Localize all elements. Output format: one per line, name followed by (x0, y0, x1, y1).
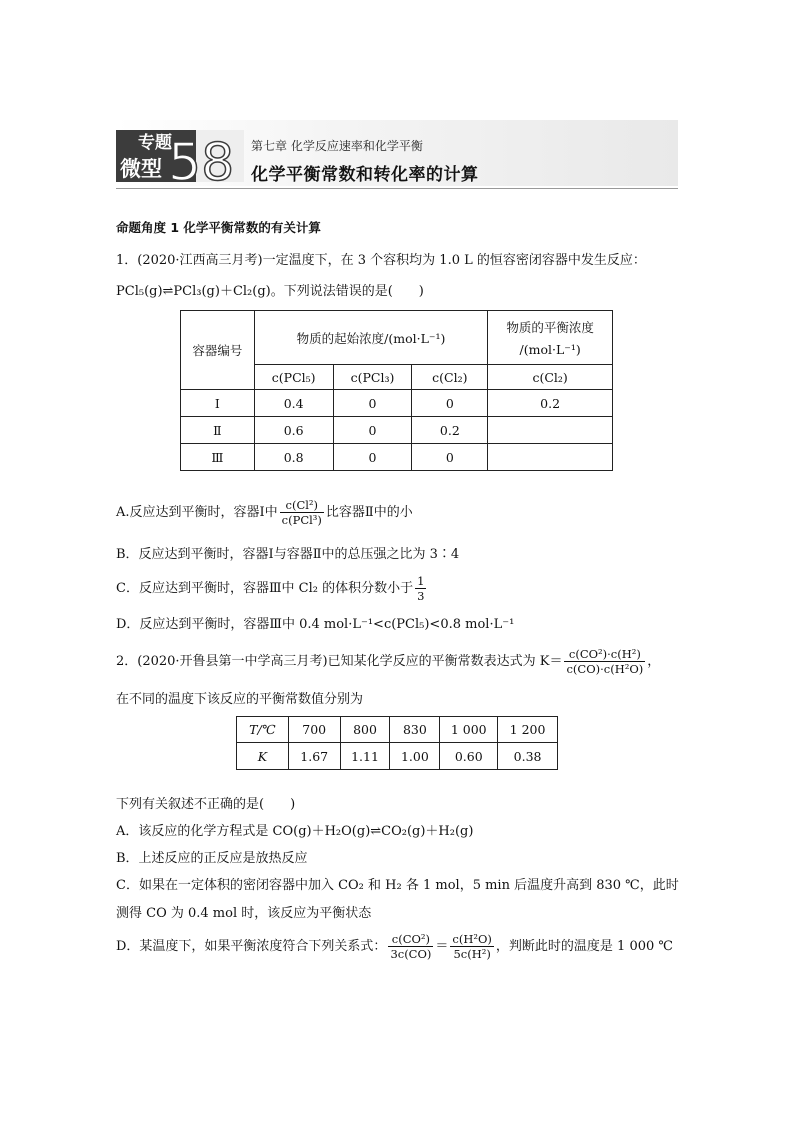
q2-option-d-fraction-left (388, 932, 433, 961)
q1-option-a-text: A.反应达到平衡时，容器Ⅰ中 (116, 504, 278, 520)
q2-option-d-fraction-right (450, 932, 493, 961)
q1-table (180, 310, 613, 471)
table-cell: 1.00 (390, 743, 440, 770)
page-title: 化学平衡常数和转化率的计算 (251, 165, 479, 185)
q1-option-a (116, 498, 413, 527)
q1-th-initial: 物质的起始浓度/(mol·L⁻¹) (254, 311, 488, 365)
table-cell: 0.38 (498, 743, 558, 770)
table-cell: 0 (333, 417, 412, 444)
q1-option-c-text: C．反应达到平衡时，容器Ⅲ中 Cl₂ 的体积分数小于 (116, 580, 414, 596)
topic-badge (116, 128, 244, 184)
q1-th-container: 容器编号 (181, 311, 255, 390)
q1-subheader: c(Cl₂) (412, 365, 488, 390)
badge-number: 58 (168, 133, 235, 184)
q1-option-c (116, 574, 428, 603)
q2-option-a: A．该反应的化学方程式是 CO(g)＋H₂O(g)⇌CO₂(g)＋H₂(g) (116, 824, 474, 839)
q1-option-b: B．反应达到平衡时，容器Ⅰ与容器Ⅱ中的总压强之比为 3∶4 (116, 547, 460, 562)
table-cell: T/℃ (237, 717, 289, 743)
fraction-denominator: c(CO)·c(H²O) (566, 662, 644, 676)
table-cell: 700 (288, 717, 340, 743)
header-rule (116, 188, 678, 189)
table-cell: 0 (333, 390, 412, 417)
q1-th-equil-line1: 物质的平衡浓度 (506, 320, 594, 335)
fraction-denominator: 3 (417, 589, 425, 603)
table-cell: 830 (390, 717, 440, 743)
section-heading: 命题角度 1 化学平衡常数的有关计算 (116, 220, 321, 235)
fraction-denominator: 3c(CO) (390, 947, 432, 961)
table-cell: 0.2 (412, 417, 488, 444)
table-cell: 800 (340, 717, 390, 743)
q2-stem-text: 2．(2020·开鲁县第一中学高三月考)已知某化学反应的平衡常数表达式为 K＝ (116, 653, 563, 669)
q1-th-equilibrium (488, 311, 613, 365)
q1-stem-line2: PCl₅(g)⇌PCl₃(g)＋Cl₂(g)。下列说法错误的是( ) (116, 284, 424, 299)
badge-bottom: 微型 (120, 157, 162, 181)
q1-option-d: D．反应达到平衡时，容器Ⅲ中 0.4 mol·L⁻¹<c(PCl₅)<0.8 mol·L⁻¹ (116, 617, 515, 632)
q2-stem-line2: 在不同的温度下该反应的平衡常数值分别为 (116, 692, 364, 707)
q2-stem-tail: ， (647, 653, 661, 669)
table-cell: 1 200 (498, 717, 558, 743)
q1-option-a-tail: 比容器Ⅱ中的小 (325, 504, 413, 520)
table-cell: 0.6 (254, 417, 333, 444)
table-cell: 0 (333, 444, 412, 471)
table-cell: 0.60 (440, 743, 498, 770)
table-cell: 1.67 (288, 743, 340, 770)
q2-stem-line1 (116, 647, 660, 676)
table-cell: K (237, 743, 289, 770)
fraction-denominator: 5c(H²) (453, 947, 491, 961)
table-cell (488, 444, 613, 471)
table-cell: Ⅱ (181, 417, 255, 444)
q1-subheader: c(PCl₃) (333, 365, 412, 390)
table-cell: 0.8 (254, 444, 333, 471)
fraction-numerator: c(CO²) (388, 932, 433, 947)
q2-option-d-text: D．某温度下，如果平衡浓度符合下列关系式： (116, 938, 387, 954)
table-cell: 0 (412, 444, 488, 471)
fraction-numerator: c(H²O) (452, 932, 492, 946)
table-cell (488, 417, 613, 444)
chapter-label: 第七章 化学反应速率和化学平衡 (251, 139, 423, 153)
q1-stem-line1: 1．(2020·江西高三月考)一定温度下，在 3 个容积均为 1.0 L 的恒容密闭容器中发生反应： (116, 253, 646, 268)
q1-subheader: c(Cl₂) (488, 365, 613, 390)
table-cell: 0.2 (488, 390, 613, 417)
q2-option-d (116, 932, 673, 961)
table-cell: 1 000 (440, 717, 498, 743)
table-row (237, 717, 558, 743)
fraction-numerator: 1 (417, 574, 425, 588)
badge-top: 专题 (138, 133, 172, 153)
fraction-numerator: c(CO²)·c(H²) (564, 647, 645, 662)
q1-subheader: c(PCl₅) (254, 365, 333, 390)
table-row (181, 417, 613, 444)
table-row (181, 444, 613, 471)
table-cell: Ⅰ (181, 390, 255, 417)
table-row (237, 743, 558, 770)
q1-option-a-fraction (280, 498, 324, 527)
fraction-numerator: c(Cl²) (280, 498, 324, 513)
table-cell: Ⅲ (181, 444, 255, 471)
q2-stem-fraction (564, 647, 645, 676)
q1-option-c-fraction (415, 574, 426, 603)
fraction-denominator: c(PCl³) (281, 513, 322, 527)
table-cell: 0 (412, 390, 488, 417)
q2-option-b: B．上述反应的正反应是放热反应 (116, 851, 308, 866)
q2-option-c-line1: C．如果在一定体积的密闭容器中加入 CO₂ 和 H₂ 各 1 mol，5 min 后温度升高到 830 ℃，此时 (116, 878, 679, 893)
table-cell: 0.4 (254, 390, 333, 417)
q2-table (236, 716, 558, 770)
equals-sign: ＝ (435, 938, 449, 954)
q2-option-c-line2: 测得 CO 为 0.4 mol 时，该反应为平衡状态 (116, 906, 372, 921)
q2-option-d-tail: ，判断此时的温度是 1 000 ℃ (495, 938, 673, 954)
table-cell: 1.11 (340, 743, 390, 770)
table-row (181, 390, 613, 417)
q1-th-equil-line2: /(mol·L⁻¹) (519, 342, 581, 357)
q2-question: 下列有关叙述不正确的是( ) (116, 797, 296, 812)
